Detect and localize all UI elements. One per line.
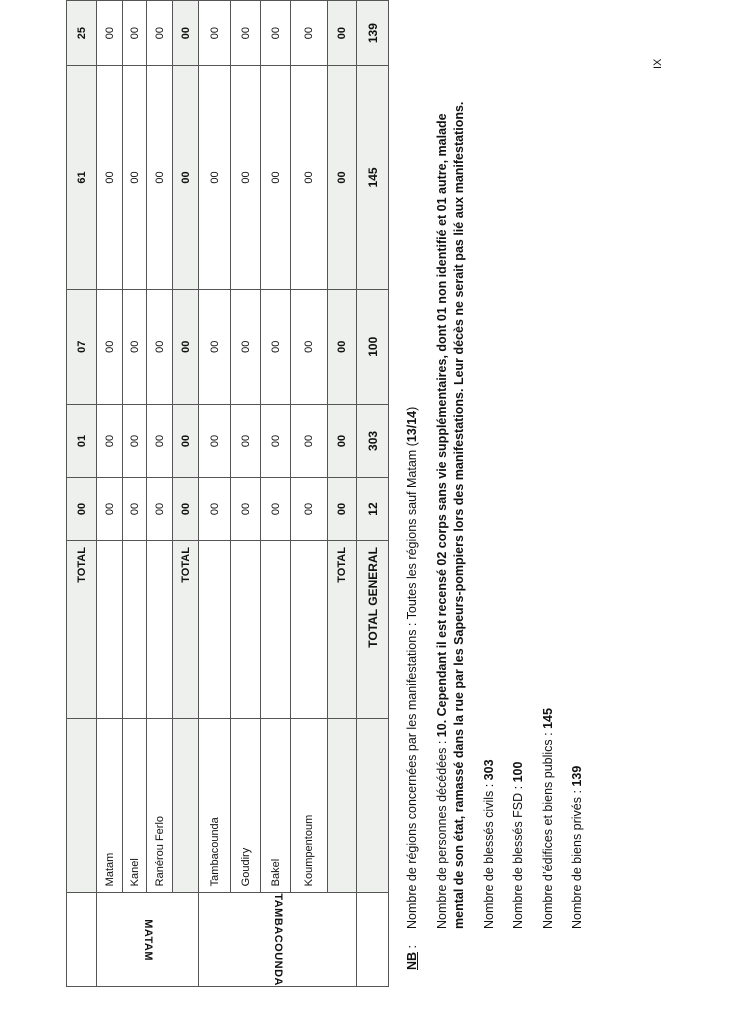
table-row: TAMBACOUNDA Tambacounda 00 00 00 00 00 <box>199 1 231 987</box>
table-row: Ranérou Ferlo 00 00 00 00 00 <box>147 1 173 987</box>
department-name: Goudiry <box>231 719 261 893</box>
note-regions: NB : Nombre de régions concernées par les manifestations : Toutes les régions sauf Matam (13/14) <box>405 406 419 970</box>
total-label: TOTAL <box>67 541 97 719</box>
notes-section <box>404 70 599 970</box>
nb-label: NB <box>405 951 419 970</box>
department-name: Matam <box>97 719 123 893</box>
department-name: Koumpentoum <box>291 719 328 893</box>
table-row: TOTAL 00 00 00 00 00 <box>173 1 199 987</box>
note-injured-civilians: Nombre de blessés civils : 303 <box>481 759 496 929</box>
manifestations-table <box>66 0 389 987</box>
note-public-buildings: Nombre d’édifices et biens publics : 145 <box>540 708 555 929</box>
table-row: TOTAL 00 00 00 00 00 <box>328 1 357 987</box>
note-injured-fsd: Nombre de blessés FSD : 100 <box>511 761 525 929</box>
department-name: Ranérou Ferlo <box>147 719 173 893</box>
note-deaths: Nombre de personnes décédées : 10. Cependant il est recensé 02 corps sans vie supplémentaires, dont 01 non identifié et 01 autre, malade mental de son état, ramassé dans la rue par les Sapeurs-pompiers lors des manifestations. Leur décès ne serait pas lié aux manifestations. <box>434 101 466 929</box>
table-row: MATAM Matam 00 00 00 00 00 <box>97 1 123 987</box>
note-private-property: Nombre de biens privés : 139 <box>570 765 584 929</box>
department-name: Tambacounda <box>199 719 231 893</box>
table-row: Bakel 00 00 00 00 00 <box>261 1 291 987</box>
table-row: Goudiry 00 00 00 00 00 <box>231 1 261 987</box>
total-label: TOTAL <box>173 541 199 719</box>
table-row: Koumpentoum 00 00 00 00 00 <box>291 1 328 987</box>
region-matam: MATAM <box>97 893 199 987</box>
table-row: TOTAL GENERAL 12 303 100 145 139 <box>357 1 389 987</box>
department-name: Kanel <box>123 719 147 893</box>
table-row: TOTAL 00 01 07 61 25 <box>67 1 97 987</box>
region-cell <box>67 893 97 987</box>
grand-total-label: TOTAL GENERAL <box>357 541 389 719</box>
department-name: Bakel <box>261 719 291 893</box>
table-row: Kanel 00 00 00 00 00 <box>123 1 147 987</box>
total-label: TOTAL <box>328 541 357 719</box>
page-number: IX <box>652 58 664 69</box>
region-tambacounda: TAMBACOUNDA <box>199 893 357 987</box>
